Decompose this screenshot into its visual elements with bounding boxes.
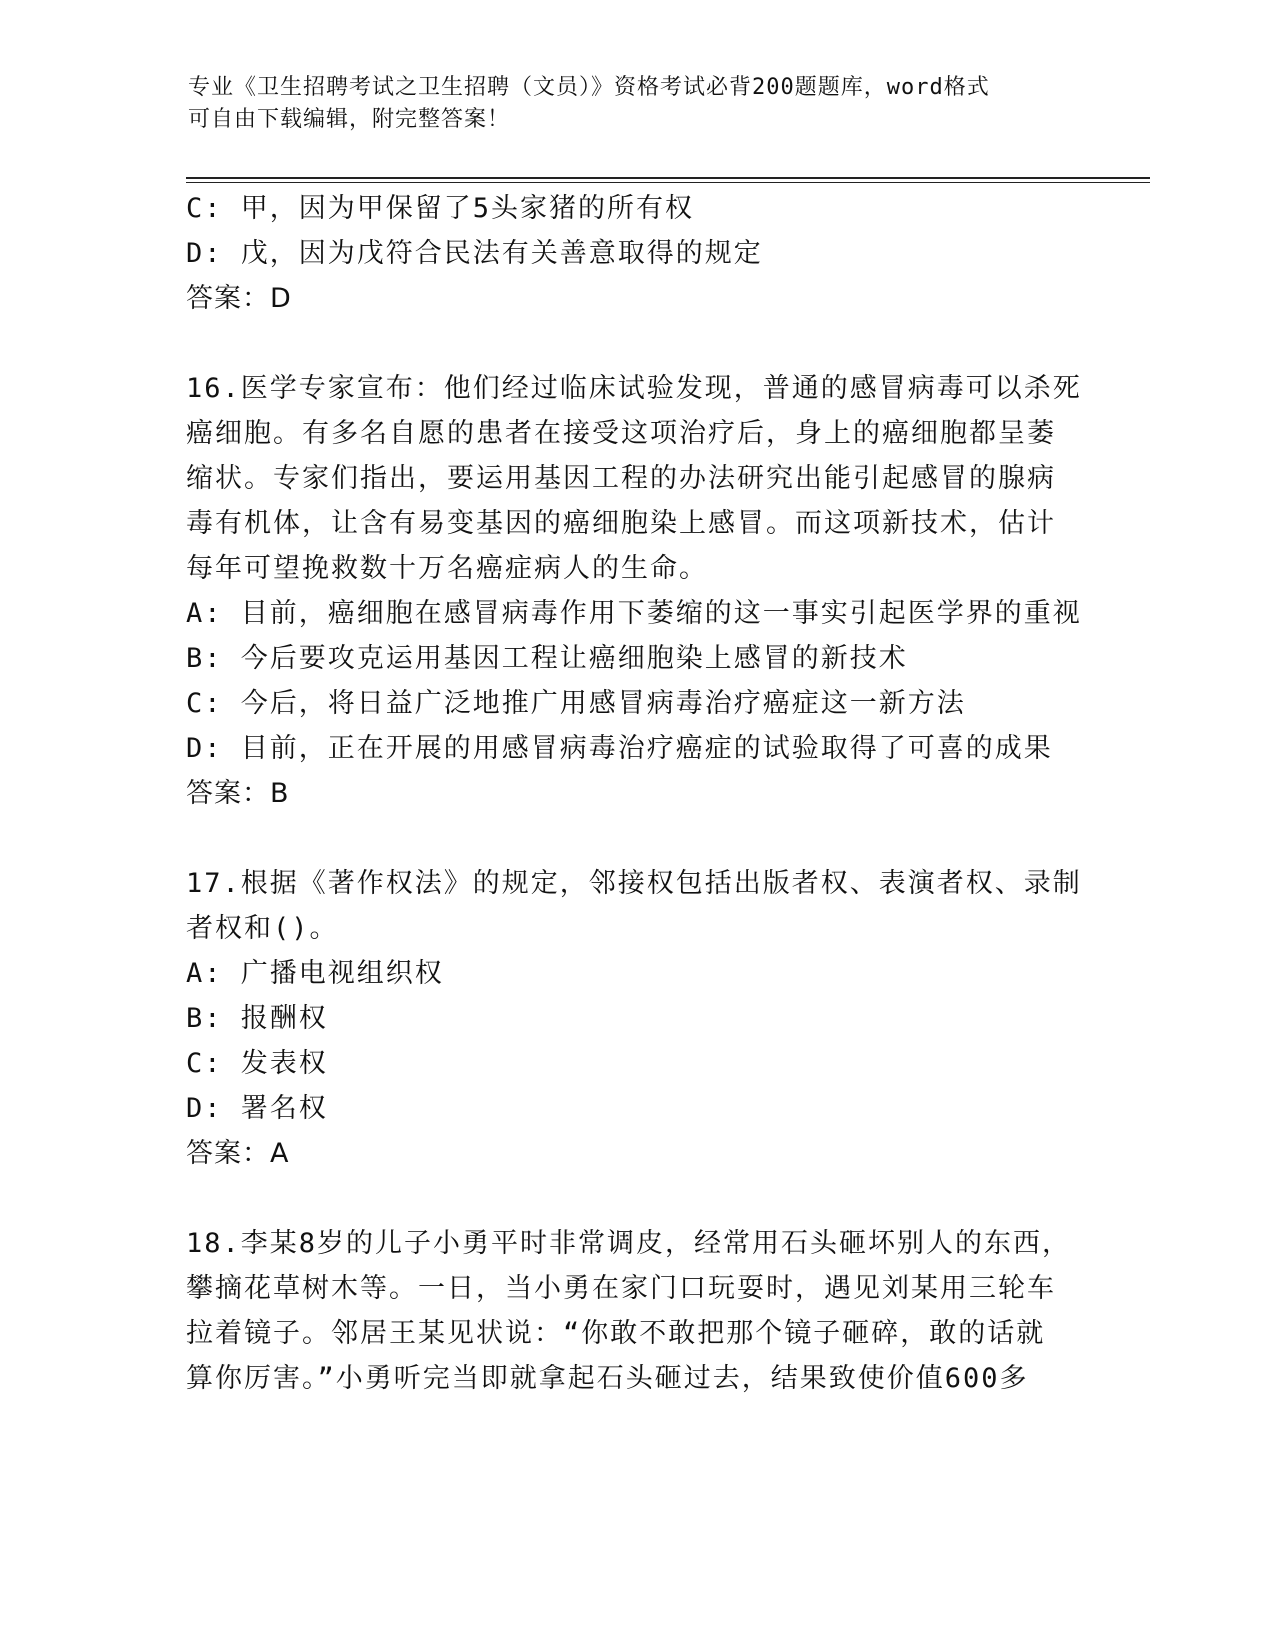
q18-text-line: 算你厉害。”小勇听完当即就拿起石头砸过去，结果致使价值600多 [186,1363,1029,1394]
q16-text-line: 16.医学专家宣布：他们经过临床试验发现，普通的感冒病毒可以杀死 [186,373,1082,404]
q17-option-b: B: 报酬权 [186,1003,328,1034]
spacer [186,1176,1086,1221]
q16-text-line: 癌细胞。有多名自愿的患者在接受这项治疗后，身上的癌细胞都呈萎 [186,418,1056,449]
q17-option-c: C: 发表权 [186,1048,328,1079]
question-17 [186,861,1086,1176]
spacer [186,321,1086,366]
question-18 [186,1221,1086,1401]
header-divider [186,177,1150,183]
page-header [188,72,1068,136]
q17-text-line: 17.根据《著作权法》的规定，邻接权包括出版者权、表演者权、录制 [186,868,1082,899]
q15-option-c: C: 甲，因为甲保留了5头家猪的所有权 [186,193,695,224]
spacer [186,816,1086,861]
header-title-line-1: 专业《卫生招聘考试之卫生招聘（文员）》资格考试必背200题题库，word格式 [188,75,990,100]
q18-text-line: 拉着镜子。邻居王某见状说：“你敢不敢把那个镜子砸碎，敢的话就 [186,1318,1046,1349]
document-body [186,186,1086,1401]
q15-answer: 答案：D [186,283,292,314]
q16-option-a: A: 目前，癌细胞在感冒病毒作用下萎缩的这一事实引起医学界的重视 [186,598,1082,629]
q16-option-d: D: 目前，正在开展的用感冒病毒治疗癌症的试验取得了可喜的成果 [186,733,1053,764]
q17-option-d: D: 署名权 [186,1093,328,1124]
q16-option-b: B: 今后要攻克运用基因工程让癌细胞染上感冒的新技术 [186,643,908,674]
q18-text-line: 攀摘花草树木等。一日，当小勇在家门口玩耍时，遇见刘某用三轮车 [186,1273,1056,1304]
q16-text-line: 毒有机体，让含有易变基因的癌细胞染上感冒。而这项新技术，估计 [186,508,1056,539]
question-15 [186,186,1086,321]
q16-text-line: 每年可望挽救数十万名癌症病人的生命。 [186,553,708,584]
q17-option-a: A: 广播电视组织权 [186,958,444,989]
header-title-line-2: 可自由下载编辑，附完整答案！ [188,107,511,132]
q16-text-line: 缩状。专家们指出，要运用基因工程的办法研究出能引起感冒的腺病 [186,463,1056,494]
q17-answer: 答案：A [186,1138,290,1169]
q18-text-line: 18.李某8岁的儿子小勇平时非常调皮，经常用石头砸坏别人的东西， [186,1228,1072,1259]
q15-option-d: D: 戊，因为戊符合民法有关善意取得的规定 [186,238,763,269]
question-16 [186,366,1086,816]
q16-option-c: C: 今后，将日益广泛地推广用感冒病毒治疗癌症这一新方法 [186,688,966,719]
q17-text-line: 者权和()。 [186,913,339,944]
q16-answer: 答案：B [186,778,290,809]
